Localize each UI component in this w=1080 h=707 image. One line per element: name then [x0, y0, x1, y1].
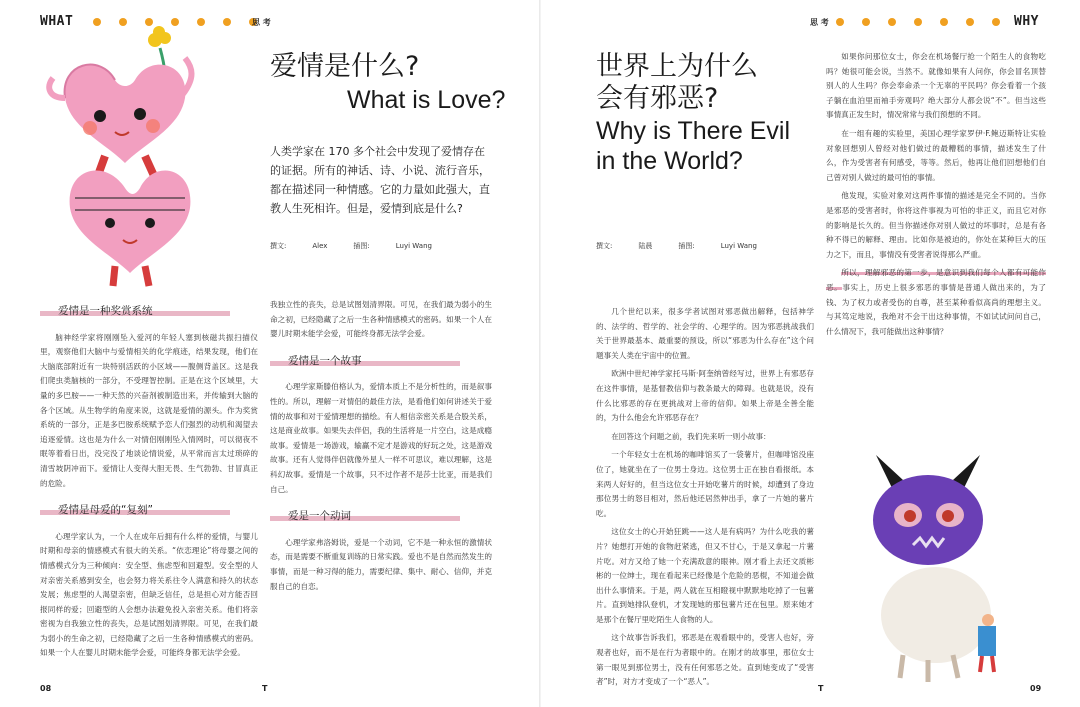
paragraph: 在回答这个问题之前，我们先来听一则小故事： — [611, 431, 771, 441]
paragraph: 心理学家认为，一个人在成年后拥有什么样的爱情，与婴儿时期和母亲的情感模式有很大的关系。“依恋理论”将母婴之间的情感模式分为三种倾向：安全型、焦虑型和回避型。安全型的人对亲密关系感到安全，也会努力将关系往令人满意和持久的状态发展；焦虑型的人渴望亲密，但缺乏信任，总是担心对方能否回报同样的爱；回避型的人会想办法避免投入亲密关系。他们将亲密视为自我独立性的丧失，总是试图划清界限。可见，在我们最为弱小的生命之初，已经隐藏了之后一生各种情感模式的密码。如果一个人在婴儿时期未能学会爱，可能终身都无法学会爱。 — [40, 531, 258, 658]
author-label: 撰文: — [596, 242, 613, 250]
illustrator-name: Luyi Wang — [395, 242, 432, 250]
illustrator-label: 插图: — [678, 242, 695, 250]
header-left-dots — [93, 18, 257, 26]
decor-dot — [888, 18, 896, 26]
left-title-cn: 爱情是什么? — [270, 51, 420, 82]
paragraph: 如果你问那位女士，你会在机场餐厅抢一个陌生人的食物吃吗？她很可能会说，当然不。就像如果有人问你，你会冒名顶替别人的人生吗？你会奉命杀一个无辜的平民吗？你会看着一个孩子躺在血泊里而袖手旁观吗？绝大部分人都会说“不”。但当这些事情真正发生时，情况常常与我们预想的不同。 — [826, 52, 1046, 120]
left-page-mark: T — [262, 684, 268, 693]
paragraph: 他发现，实验对象对这两件事情的描述是完全不同的。当你是邪恶的受害者时，你将这件事视为可怕的非正义，而且它对你的影响是长久的。但当你描述你对别人做过的坏事时，总是有各种不得已的解释、理由。比如你是被迫的，你处在某种巨大的压力之下，而且，事情没有受害者说得那么严重。 — [826, 191, 1046, 259]
decor-dot — [119, 18, 127, 26]
right-column-1 — [596, 305, 814, 687]
section-heading: 爱是一个动词 — [270, 507, 492, 526]
decor-dot — [914, 18, 922, 26]
decor-dot — [145, 18, 153, 26]
header-left-word: WHAT — [40, 14, 74, 29]
right-page-mark: T — [818, 684, 824, 693]
paragraph: 在一组有趣的实验里，美国心理学家罗伊·F.鲍迈斯特让实验对象回想别人曾经对他们做过的最糟糕的事情，描述发生了什么，作为受害者有何感受，等等。然后，他再让他们回想他们自己曾对别人做过的最可怕的事情。 — [826, 128, 1046, 182]
right-title-en-line1: Why is There Evil — [596, 117, 791, 145]
decor-dot — [223, 18, 231, 26]
header-left-section: 思 考 — [252, 18, 271, 27]
paragraph: 这个故事告诉我们，邪恶是在观看眼中的，受害人也好，旁观者也好，而不是在行为者眼中的。在刚才的故事里，那位女士第一眼见到那位男士，没有任何邪恶之处。直到她变成了“受害者”时，对方才变成了一个“恶人”。 — [596, 633, 814, 687]
section-heading: 爱情是母爱的“复刻” — [40, 501, 258, 520]
decor-dot — [862, 18, 870, 26]
hearts-illustration — [45, 28, 235, 288]
decor-dot — [836, 18, 844, 26]
left-title-en: What is Love? — [347, 86, 506, 114]
header-right-word: WHY — [1014, 14, 1039, 29]
decor-dot — [992, 18, 1000, 26]
author-name: 陆晨 — [638, 242, 653, 250]
decor-dot — [966, 18, 974, 26]
illustrator-label: 插图: — [353, 242, 370, 250]
illustrator-name: Luyi Wang — [720, 242, 757, 250]
header-right-dots — [836, 18, 1000, 26]
left-intro: 人类学家在 170 多个社会中发现了爱情存在的证据。所有的神话、诗、小说、流行音乐，都在描述同一种情感。它的力量如此强大，直教人生死相许。但是，爱情到底是什么? — [270, 145, 490, 215]
paragraph: 一个年轻女士在机场的咖啡馆买了一袋薯片，但咖啡馆没座位了，她就坐在了一位男士身边。这位男士正在独自看报纸。本来两人好好的，但当这位女士开始吃薯片的时候，却遭到了身边那位男士的怒目相对，然后他还居然伸出手，拿了一片她的薯片吃。 — [596, 450, 814, 518]
right-title-cn-line2: 会有邪恶? — [596, 83, 719, 114]
left-credit — [270, 241, 458, 251]
paragraph: 几个世纪以来，很多学者试图对邪恶做出解释，包括神学的、法学的、哲学的、社会学的、心理学的。因为邪恶挑战我们关于世界最基本、最重要的预设，所以“邪恶为什么存在”这个问题事关人类在宇宙中的位置。 — [596, 307, 814, 360]
section-heading: 爱情是一个故事 — [270, 352, 492, 371]
left-column-2 — [270, 298, 492, 598]
decor-dot — [93, 18, 101, 26]
author-label: 撰文: — [270, 242, 287, 250]
paragraph: 心理学家弗洛姆说，爱是一个动词，它不是一种永恒的激情状态，而是需要不断重复训练的日常实践。爱也不是自然而然发生的事情，而是一种习得的能力，需要纪律、集中、耐心、信仰，并克服自己的自恋。 — [270, 537, 492, 591]
left-column-1 — [40, 292, 258, 658]
paragraph: 脑神经学家将刚刚坠入爱河的年轻人塞到核磁共振扫描仪里，观察他们大脑中与爱情相关的化学痕迹，结果发现，他们在大脑底部附近有一块特别活跃的小区域——腹侧背盖区。这是我们爬虫类脑核的一部分，不受理智控制。正是在这个区域里，大量的多巴胺——一种天然的兴奋剂被制造出来，并传输到大脑的各个区域。从生物学的角度来说，这就是爱情的源头。作为奖赏系统的一部分，正是多巴胺系统赋予恋人们强烈的动机和渴望去追逐爱情。这也是为什么一对情侣刚刚坠入情网时，可以彻夜不眠等着看日出，没完没了地谈论情说爱，从平常而言太过琐碎的清雪坡阴冲而下。爱情让人变得大胆无畏、生气勃勃、甘冒真正的危险。 — [40, 332, 258, 488]
monster-illustration — [858, 450, 1008, 690]
header-right-section: 思 考 — [810, 18, 829, 27]
right-title-cn-line1: 世界上为什么 — [596, 51, 758, 82]
paragraph: 心理学家斯滕伯格认为，爱情本质上不是分析性的，而是叙事性的。所以，理解一对情侣的最佳方法，是看他们如何讲述关于爱情的故事和对于爱情理想的描绘。有人相信亲密关系是合股关系，这是商业故事。如果失去伴侣，我的生活将是一片空白，这是成瘾故事。爱情是一场游戏，输赢不定才是游戏的好玩之处，这是游戏故事。还有人觉得伴侣就像外星人一样不可思议，难以理解，这是科幻故事。爱情是一个故事，只不过作者不是莎士比亚，而是我们自己。 — [270, 382, 492, 494]
paragraph: 这位女士的心开始狂跳——这人是有病吗？为什么吃我的薯片？她想打开她的食物赶紧逃，但又不甘心，于是又拿起一片薯片吃。对方又给了她一个充满敌意的眼神。刚才看上去还文质彬彬的一位绅士，现在看起来已经像是个危险的恶棍，不知道会做出什么事情来。于是，两人就在互相瞪视中默默地吃掉了一包薯片。直到她排队登机，才发现她的那包薯片还在包里。原来她才是那个在餐厅里吃陌生人食物的人。 — [596, 527, 814, 624]
right-credit — [596, 241, 783, 251]
paragraph-rest: 事实上，历史上很多邪恶的事情是普通人做出来的，为了钱、为了权力或者受伤的自尊，甚至某种看似高尚的理想主义。与其笃定地说，我绝对不会干出这种事情，不如试试问问自己，什么情况下，我可能做出这种事情？ — [826, 282, 1047, 336]
page-gutter — [539, 0, 541, 707]
paragraph — [826, 266, 1046, 339]
paragraph: 欧洲中世纪神学家托马斯·阿奎纳曾经写过，世界上有邪恶存在这件事情，是基督教信仰与教条最大的障碍。也就是说，没有什么比邪恶的存在更挑战对上帝的信仰。如果上帝是全善全能的，为什么他会允许邪恶存在？ — [596, 369, 814, 423]
decor-dot — [171, 18, 179, 26]
section-heading: 爱情是一种奖赏系统 — [40, 302, 258, 321]
highlighted-sentence: 所以，理解邪恶的第一步，是意识到我们每个人都有可能作恶。 — [826, 268, 1046, 292]
right-page-number: 09 — [1030, 684, 1042, 693]
author-name: Alex — [312, 242, 328, 250]
right-title-en-line2: in the World? — [596, 147, 743, 175]
decor-dot — [197, 18, 205, 26]
paragraph: 我独立性的丧失，总是试图划清界限。可见，在我们最为弱小的生命之初，已经隐藏了之后一生各种情感模式的密码。如果一个人在婴儿时期未能学会爱，可能终身都无法学会爱。 — [270, 300, 492, 339]
right-column-2 — [826, 50, 1046, 440]
decor-dot — [940, 18, 948, 26]
left-page-number: 08 — [40, 684, 52, 693]
